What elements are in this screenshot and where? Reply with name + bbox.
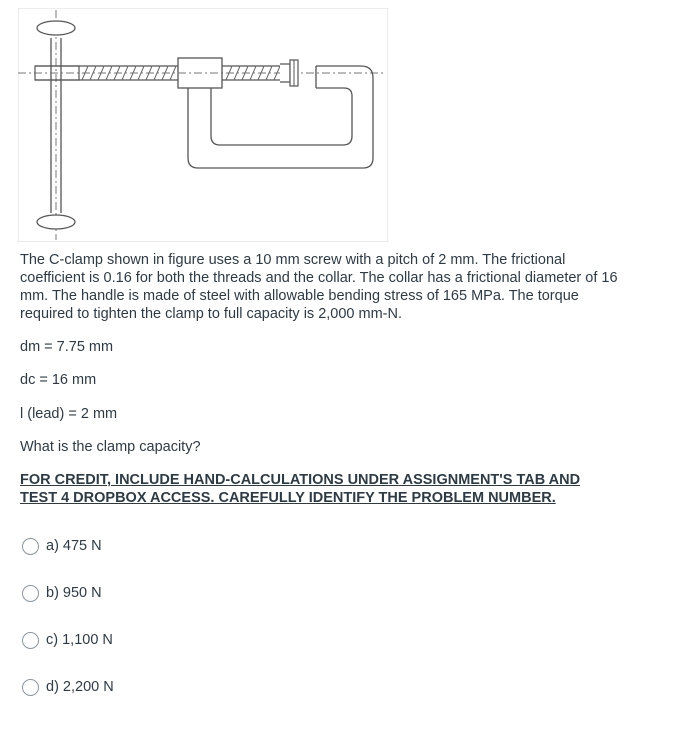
radio-button[interactable] <box>22 679 39 696</box>
given-lead: l (lead) = 2 mm <box>20 406 118 422</box>
radio-button[interactable] <box>22 632 39 649</box>
answer-option-b[interactable] <box>22 582 102 604</box>
answer-label: c) 1,100 N <box>46 632 113 648</box>
answer-option-c[interactable] <box>22 629 113 651</box>
question-prompt: What is the clamp capacity? <box>20 439 201 455</box>
answer-label: a) 475 N <box>46 538 102 554</box>
radio-button[interactable] <box>22 585 39 602</box>
given-dm: dm = 7.75 mm <box>20 339 114 355</box>
given-dc: dc = 16 mm <box>20 372 97 388</box>
problem-statement: The C-clamp shown in figure uses a 10 mm screw with a pitch of 2 mm. The frictional coefficient is 0.16 for both the threads and the collar. The collar has a frictional diameter of 16 mm. The handle is made of steel with allowable bending stress of 165 MPa. The torque required to tighten the clamp to full capacity is 2,000 mm-N. <box>20 252 618 322</box>
answer-option-d[interactable] <box>22 676 114 698</box>
answer-label: b) 950 N <box>46 585 102 601</box>
credit-note: FOR CREDIT, INCLUDE HAND-CALCULATIONS UNDER ASSIGNMENT'S TAB AND TEST 4 DROPBOX ACCESS. CAREFULLY IDENTIFY THE PROBLEM NUMBER. <box>20 472 581 506</box>
c-clamp-figure <box>18 8 388 242</box>
radio-button[interactable] <box>22 538 39 555</box>
answer-option-a[interactable] <box>22 535 102 557</box>
answer-label: d) 2,200 N <box>46 679 114 695</box>
